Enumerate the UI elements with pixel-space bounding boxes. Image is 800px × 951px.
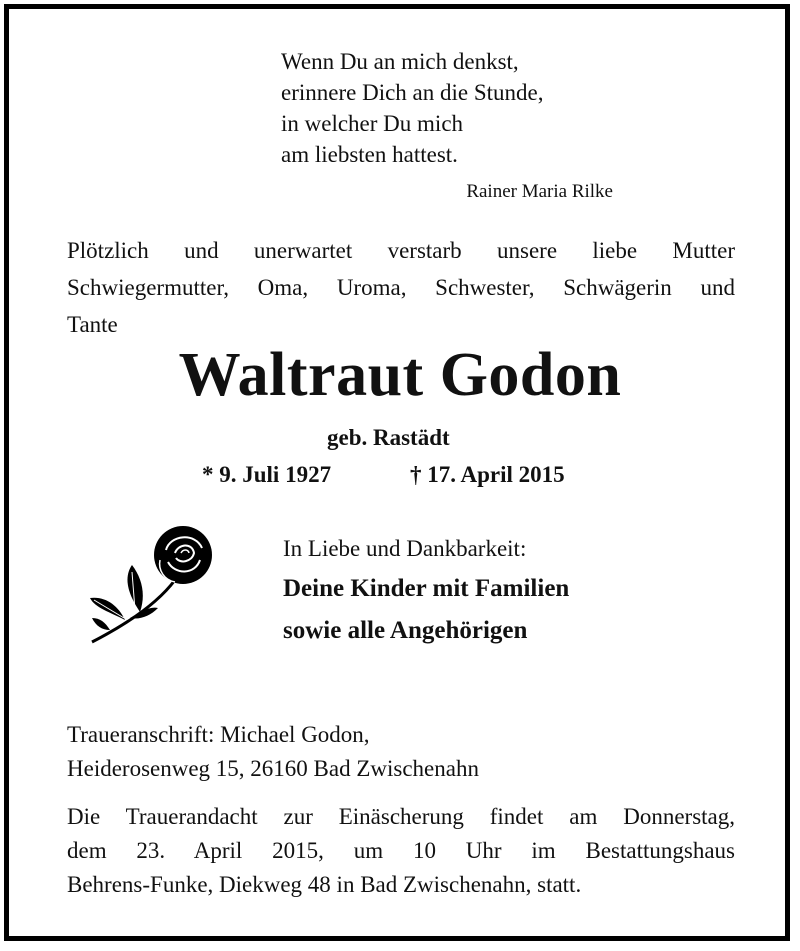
- intro-line: Tante: [67, 312, 118, 337]
- intro-line: Plötzlich und unerwartet verstarb unsere liebe Mutter: [67, 238, 735, 263]
- ceremony-line: dem 23. April 2015, um 10 Uhr im Bestattungshaus: [67, 838, 735, 863]
- poem-line: Wenn Du an mich denkst,: [281, 49, 519, 74]
- ceremony-line: Behrens-Funke, Diekweg 48 in Bad Zwischenahn, statt.: [67, 872, 582, 897]
- ceremony-info: [67, 800, 735, 902]
- death-date: † 17. April 2015: [410, 462, 565, 487]
- intro-line: Schwiegermutter, Oma, Uroma, Schwester, Schwägerin und: [67, 275, 735, 300]
- poem-line: in welcher Du mich: [281, 111, 464, 136]
- mourning-address: [67, 718, 479, 786]
- birth-date: * 9. Juli 1927: [202, 462, 332, 487]
- maiden-name: geb. Rastädt: [327, 425, 450, 450]
- poem-line: erinnere Dich an die Stunde,: [281, 80, 544, 105]
- intro-text: [67, 232, 735, 343]
- poem-line: am liebsten hattest.: [281, 142, 458, 167]
- address-line: Traueranschrift: Michael Godon,: [67, 722, 370, 747]
- mourners-line: sowie alle Angehörigen: [283, 617, 528, 644]
- address-line: Heiderosenweg 15, 26160 Bad Zwischenahn: [67, 756, 479, 781]
- poem-author: Rainer Maria Rilke: [466, 181, 613, 202]
- signoff: In Liebe und Dankbarkeit:: [283, 536, 527, 561]
- rose-icon: [80, 520, 220, 650]
- deceased-name: Waltraut Godon: [178, 341, 622, 409]
- mourners-line: Deine Kinder mit Familien: [283, 575, 570, 602]
- poem: [281, 46, 544, 170]
- ceremony-line: Die Trauerandacht zur Einäscherung findet am Donnerstag,: [67, 804, 735, 829]
